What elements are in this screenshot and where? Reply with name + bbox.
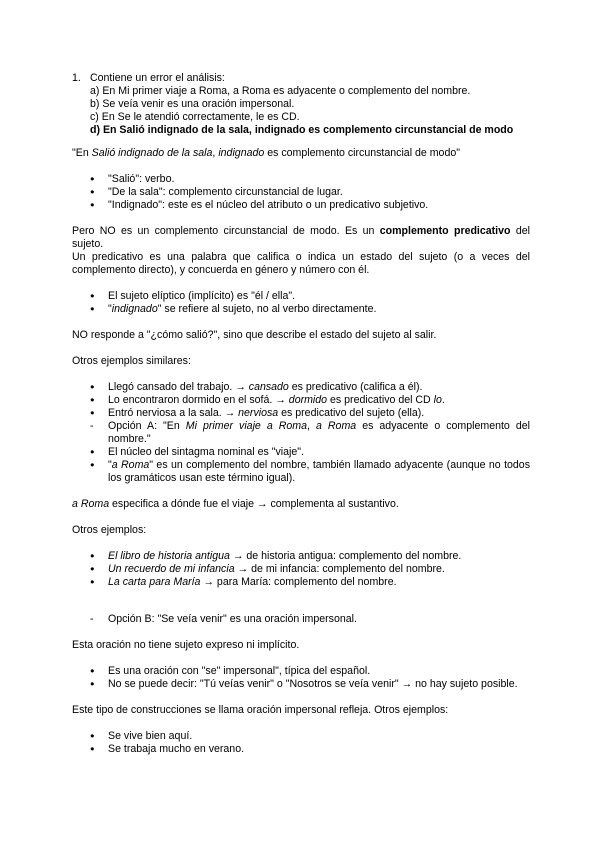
document-page: [72, 72, 530, 756]
roma-italic: a Roma: [72, 498, 110, 510]
list-item-text: es adyacente o complemento del nombre.": [108, 420, 530, 445]
paragraph-roma: [72, 498, 530, 511]
dash-icon: [90, 420, 100, 433]
question-1: [72, 72, 530, 137]
roma-rest: especifica a dónde fue el viaje → complementa al sustantivo.: [109, 498, 399, 510]
list-item-text: ,: [307, 420, 316, 432]
list-item: [72, 186, 530, 199]
quote-comma: ,: [212, 147, 219, 159]
list-item-text: "Indignado": este es el núcleo del atributo o un predicativo subjetivo.: [108, 199, 429, 211]
list-item-text: Lo encontraron dormido en el sofá. →: [108, 394, 289, 406]
impersonal-list: [72, 665, 530, 691]
list-item-text: → de mi infancia: complemento del nombre.: [234, 563, 445, 575]
quote-rest: es complemento circunstancial de modo": [264, 147, 460, 159]
list-item-text: Opción A: "En: [108, 420, 186, 432]
list-item-text: ": [108, 303, 112, 315]
examples-title: Otros ejemplos similares:: [72, 355, 191, 367]
bullet-icon: [90, 678, 100, 691]
bullet-icon: [90, 303, 100, 316]
list-item: [72, 665, 530, 678]
paragraph-sin-sujeto: Esta oración no tiene sujeto expreso ni implícito.: [72, 639, 300, 651]
list-item-text: El sujeto elíptico (implícito) es "él / ella".: [108, 290, 296, 302]
list-item: [72, 199, 530, 212]
option-b: b) Se veía venir es una oración impersonal.: [90, 98, 295, 110]
list-item: [72, 290, 530, 303]
bullet-icon: [90, 186, 100, 199]
analysis-list: [72, 173, 530, 212]
list-item-italic: a Roma: [315, 420, 357, 432]
list-item-text: → para María: complemento del nombre.: [200, 576, 397, 588]
list-item-text: "Salió": verbo.: [108, 173, 175, 185]
subject-list: [72, 290, 530, 316]
bullet-icon: [90, 550, 100, 563]
paragraph-definition: Un predicativo es una palabra que califica o indica un estado del sujeto (o a veces del complemento directo), y concuerda en género y número con él.: [72, 251, 530, 276]
list-item-italic: cansado: [248, 381, 289, 393]
list-item: [72, 394, 530, 407]
otros-list: [72, 550, 530, 589]
list-item: [72, 550, 530, 563]
list-item-italic: La carta para María: [108, 576, 201, 588]
bullet-icon: [90, 563, 100, 576]
list-item-text: es predicativo del CD: [327, 394, 434, 406]
list-item-text: "De la sala": complemento circunstancial de lugar.: [108, 186, 343, 198]
option-a: a) En Mi primer viaje a Roma, a Roma es adyacente o complemento del nombre.: [90, 85, 471, 97]
list-item-italic: nerviosa: [238, 407, 279, 419]
para1-before: Pero NO es un complemento circunstancial de modo. Es un: [72, 225, 380, 237]
list-item-italic: a Roma: [111, 459, 150, 471]
quote-sentence: Salió indignado de la sala: [91, 147, 213, 159]
list-item-text: El núcleo del sintagma nominal es "viaje".: [108, 446, 304, 458]
quote-word: indignado: [218, 147, 265, 159]
list-item-text: " es un complemento del nombre, también llamado adyacente (aunque no todos los gramáticos usan este término igual).: [108, 459, 530, 484]
bullet-icon: [90, 459, 100, 472]
list-item: [72, 381, 530, 394]
list-item: [72, 446, 530, 459]
list-item: [72, 173, 530, 186]
bullet-icon: [90, 407, 100, 420]
list-item-italic: Mi primer viaje a Roma: [185, 420, 308, 432]
list-item-text: ": [108, 459, 112, 471]
list-item-italic: indignado: [111, 303, 158, 315]
list-item: [72, 303, 530, 316]
list-item-text: Opción B: "Se veía venir" es una oración impersonal.: [108, 613, 357, 625]
bullet-icon: [90, 290, 100, 303]
para1-bold: complemento predicativo: [379, 225, 511, 237]
option-d: d) En Salió indignado de la sala, indignado es complemento circunstancial de modo: [90, 124, 514, 136]
bullet-icon: [90, 665, 100, 678]
list-item-text: es predicativo del sujeto (ella).: [278, 407, 425, 419]
list-item-text: Llegó cansado del trabajo. →: [108, 381, 249, 393]
para1-after: del sujeto.: [72, 225, 530, 250]
list-item-text: " se refiere al sujeto, no al verbo directamente.: [157, 303, 377, 315]
list-item-text: .: [441, 394, 445, 406]
option-c: c) En Se le atendió correctamente, le es CD.: [90, 111, 300, 123]
bullet-icon: [90, 446, 100, 459]
list-item-italic: Un recuerdo de mi infancia: [108, 563, 235, 575]
dash-icon: [90, 613, 100, 626]
option-b-list: [72, 613, 530, 626]
list-item: [72, 576, 530, 589]
bullet-icon: [90, 199, 100, 212]
list-item: [72, 730, 530, 743]
list-item: [72, 678, 530, 691]
quote-line: [72, 147, 530, 160]
list-item: [72, 613, 530, 626]
refleja-list: [72, 730, 530, 756]
bullet-icon: [90, 394, 100, 407]
list-item: [72, 459, 530, 485]
list-item: [72, 563, 530, 576]
paragraph-predicativo: [72, 225, 530, 251]
examples-list: [72, 381, 530, 485]
list-item-text: Se vive bien aquí.: [108, 730, 193, 742]
list-item-italic: lo: [433, 394, 442, 406]
list-item-text: Entró nerviosa a la sala. →: [108, 407, 239, 419]
list-item-text: Se trabaja mucho en verano.: [108, 743, 245, 755]
list-item-text: No se puede decir: "Tú veías venir" o "Nosotros se veía venir" → no hay sujeto posible.: [108, 678, 518, 690]
bullet-icon: [90, 381, 100, 394]
list-item-text: es predicativo (califica a él).: [288, 381, 423, 393]
paragraph-como-salio: NO responde a "¿cómo salió?", sino que describe el estado del sujeto al salir.: [72, 329, 437, 341]
bullet-icon: [90, 173, 100, 186]
quote-open: "En: [72, 147, 92, 159]
bullet-icon: [90, 730, 100, 743]
question-number: 1.: [72, 72, 81, 84]
question-stem: Contiene un error el análisis:: [90, 72, 225, 84]
list-item-text: → de historia antigua: complemento del nombre.: [229, 550, 462, 562]
list-item-italic: El libro de historia antigua: [108, 550, 230, 562]
list-item-text: Es una oración con "se" impersonal", típica del español.: [108, 665, 371, 677]
list-item-italic: dormido: [288, 394, 328, 406]
list-item: [72, 407, 530, 420]
list-item: [72, 420, 530, 446]
bullet-icon: [90, 743, 100, 756]
list-item: [72, 743, 530, 756]
bullet-icon: [90, 576, 100, 589]
otros-title: Otros ejemplos:: [72, 524, 147, 536]
paragraph-refleja: Este tipo de construcciones se llama oración impersonal refleja. Otros ejemplos:: [72, 704, 449, 716]
